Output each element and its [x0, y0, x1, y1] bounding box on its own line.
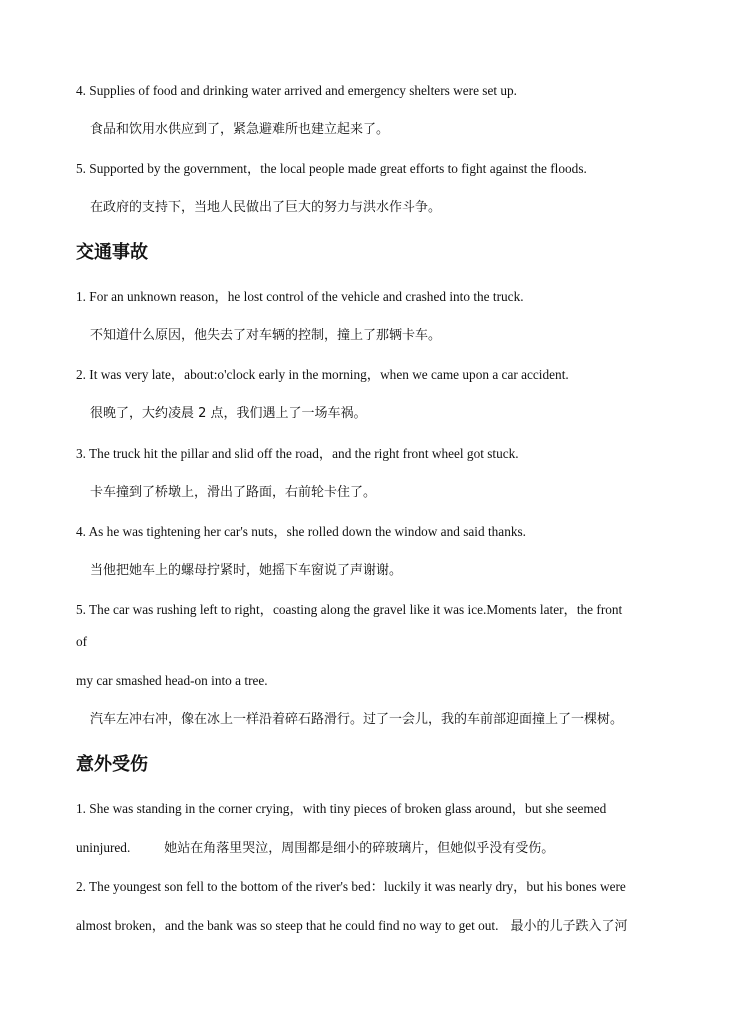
injury-sentence-2-zh-start: 最小的儿子跌入了河	[510, 919, 628, 934]
traffic-sentence-1-zh: 不知道什么原因，他失去了对车辆的控制，撞上了那辆卡车。	[90, 328, 442, 343]
traffic-sentence-1-en: 1. For an unknown reason，he lost control of the vehicle and crashed into the truck.	[76, 289, 524, 304]
disaster-sentence-5-zh: 在政府的支持下，当地人民做出了巨大的努力与洪水作斗争。	[90, 200, 442, 215]
injury-sentence-1-zh: 她站在角落里哭泣，周围都是细小的碎玻璃片，但她似乎没有受伤。	[164, 841, 555, 856]
disaster-sentence-4-en: 4. Supplies of food and drinking water arrived and emergency shelters were set up.	[76, 83, 518, 98]
traffic-sentence-5-en-line2: of	[76, 634, 88, 649]
injury-sentence-1-en-line1: 1. She was standing in the corner crying，with tiny pieces of broken glass around，but she seemed	[76, 801, 607, 816]
traffic-sentence-3-en: 3. The truck hit the pillar and slid off the road，and the right front wheel got stuck.	[76, 446, 519, 461]
traffic-sentence-4-zh: 当他把她车上的螺母拧紧时，她摇下车窗说了声谢谢。	[90, 563, 403, 578]
disaster-sentence-4-zh: 食品和饮用水供应到了，紧急避难所也建立起来了。	[90, 122, 390, 137]
injury-sentence-2-en-line2: almost broken，and the bank was so steep that he could find no way to get out.	[76, 918, 499, 933]
traffic-sentence-3-zh: 卡车撞到了桥墩上，滑出了路面，右前轮卡住了。	[90, 485, 377, 500]
traffic-sentence-5-zh: 汽车左冲右冲，像在冰上一样沿着碎石路滑行。过了一会儿，我的车前部迎面撞上了一棵树。	[90, 712, 624, 727]
traffic-sentence-2-zh: 很晚了，大约凌晨 2 点，我们遇上了一场车祸。	[90, 406, 367, 421]
injury-sentence-1-en-line2: uninjured.	[76, 840, 131, 855]
traffic-sentence-2-en: 2. It was very late，about:o'clock early in the morning，when we came upon a car accident.	[76, 367, 569, 382]
traffic-sentence-4-en: 4. As he was tightening her car's nuts，she rolled down the window and said thanks.	[76, 524, 526, 539]
injury-sentence-1-line2	[76, 839, 554, 858]
section-heading-traffic: 交通事故	[76, 242, 148, 263]
traffic-sentence-5-en-line3: my car smashed head-on into a tree.	[76, 673, 268, 688]
injury-sentence-2-en-line1: 2. The youngest son fell to the bottom of the river's bed：luckily it was nearly dry，but his bones were	[76, 879, 626, 894]
section-heading-injury: 意外受伤	[76, 754, 148, 775]
traffic-sentence-5-en-line1: 5. The car was rushing left to right，coasting along the gravel like it was ice.Moments later，the front	[76, 602, 623, 617]
injury-sentence-2-line2	[76, 917, 627, 936]
disaster-sentence-5-en: 5. Supported by the government，the local people made great efforts to fight against the floods.	[76, 161, 587, 176]
